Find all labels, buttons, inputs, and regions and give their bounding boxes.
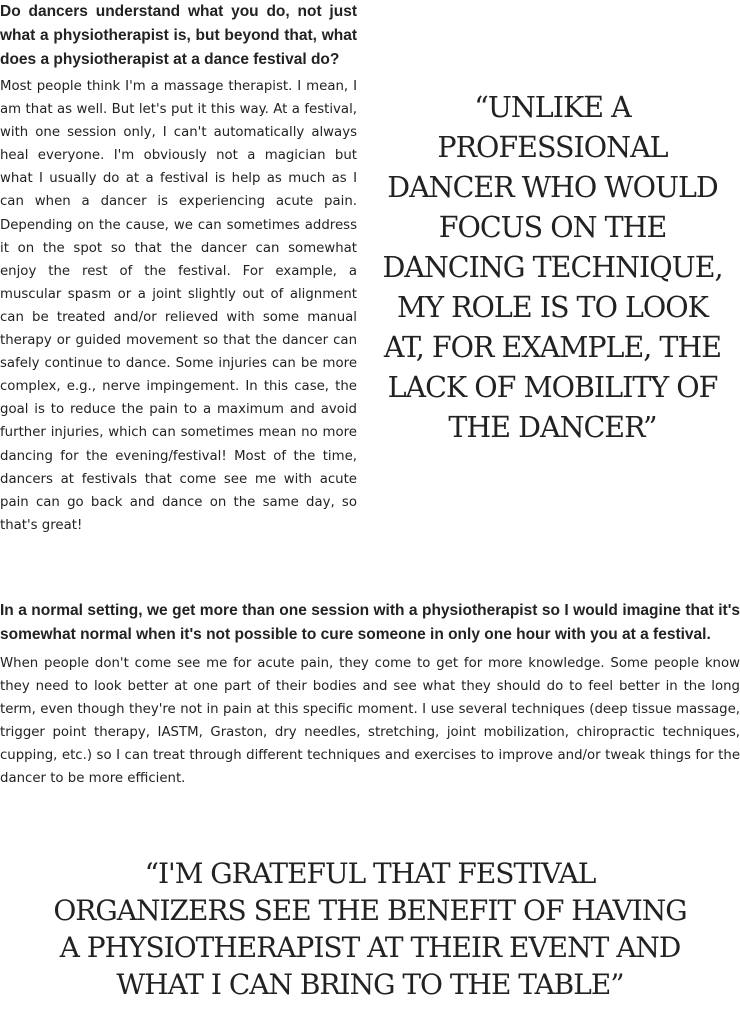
interview-question: In a normal setting, we get more than one session with a physiotherapist so I would imagine that it's somewhat normal when it's not possible to cure someone in only one hour with you at a festival. — [0, 602, 740, 643]
interview-answer: When people don't come see me for acute pain, they come to get for more knowledge. Some people know they need to look better at one part of their bodies and see what they should do to feel better in the long term, even though they're not in pain at this specific moment. I use several techniques (deep tissue massage, trigger point therapy, IASTM, Graston, dry needles, stretching, joint mobilization, chiropractic techniques, cupping, etc.) so I can treat through different techniques and exercises to improve and/or tweak things for the dancer to be more efficient. — [0, 656, 740, 787]
pull-quote: “I'M GRATEFUL THAT FESTIVAL ORGANIZERS SEE THE BENEFIT OF HAVING A PHYSIOTHERAPIST AT THEIR EVENT AND WHAT I CAN BRING TO THE TABLE” — [53, 857, 687, 1001]
pull-quote: “UNLIKE A PROFESSIONAL DANCER WHO WOULD FOCUS ON THE DANCING TECHNIQUE, MY ROLE IS TO LOOK AT, FOR EXAMPLE, THE LACK OF MOBILITY OF THE DANCER” — [382, 91, 723, 444]
interview-section-1 — [0, 0, 357, 537]
interview-question: Do dancers understand what you do, not just what a physiotherapist is, but beyond that, what does a physiotherapist at a dance festival do? — [0, 3, 357, 68]
interview-answer: Most people think I'm a massage therapist. I mean, I am that as well. But let's put it this way. At a festival, with one session only, I can't automatically always heal everyone. I'm obviously not a magician but what I usually do at a festival is help as much as I can when a dancer is experiencing acute pain. Depending on the cause, we can sometimes address it on the spot so that the dancer can somewhat enjoy the rest of the festival. For example, a muscular spasm or a joint slightly out of alignment can be treated and/or relieved with some manual therapy or guided movement so that the dancer can safely continue to dance. Some injuries can be more complex, e.g., nerve impingement. In this case, the goal is to reduce the pain to a maximum and avoid further injuries, which can sometimes mean no more dancing for the evening/festival! Most of the time, dancers at festivals that come see me with acute pain can go back and dance on the same day, so that's great! — [0, 79, 357, 533]
interview-section-2 — [0, 599, 740, 791]
